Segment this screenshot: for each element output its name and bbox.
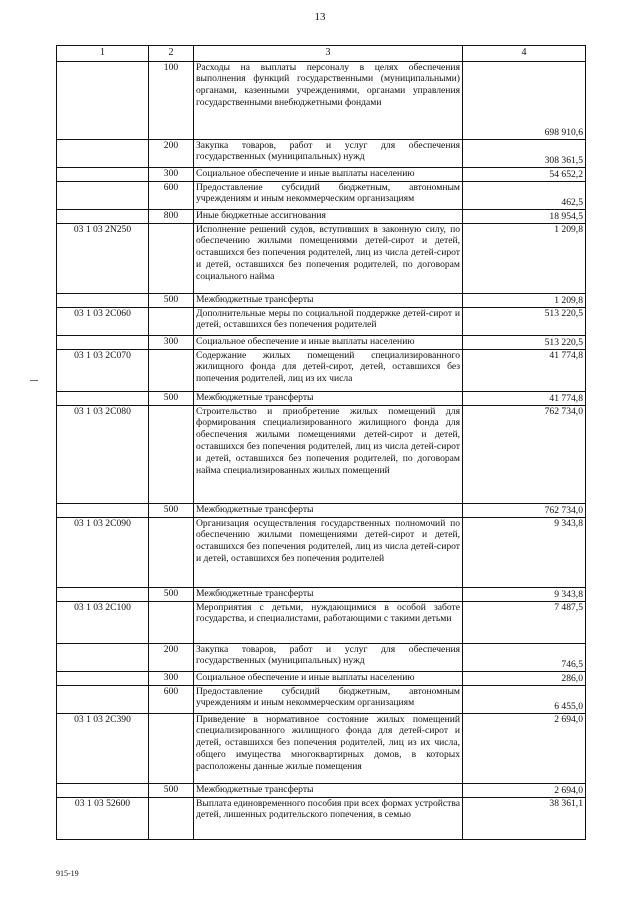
table-row xyxy=(57,349,586,391)
table-row xyxy=(57,391,586,405)
row-amount: 308 361,5 xyxy=(463,139,586,167)
table-row xyxy=(57,643,586,671)
row-code xyxy=(57,643,149,671)
row-description: Исполнение решений судов, вступивших в законную силу, по обеспечению жилыми помещениями детей-сирот и детей, оставшихся без попечения родителей, лиц из числа детей-сирот и детей, оставшихся без попечения родителей, по договорам социального найма xyxy=(194,223,463,293)
footer-code: 915-19 xyxy=(56,869,79,878)
row-code xyxy=(57,61,149,139)
row-code: 03 1 03 2C070 xyxy=(57,349,149,391)
row-code xyxy=(57,167,149,181)
row-description: Расходы на выплаты персоналу в целях обеспечения выполнения функций государственными (муниципальными) органами, казенными учреждениями, органами управления государственными внебюджетными фондами xyxy=(194,61,463,139)
row-code xyxy=(57,181,149,209)
row-code xyxy=(57,293,149,307)
row-expense-type: 200 xyxy=(149,139,194,167)
table-row xyxy=(57,783,586,797)
row-description: Межбюджетные трансферты xyxy=(194,293,463,307)
row-code: 03 1 03 52600 xyxy=(57,797,149,839)
table-row xyxy=(57,223,586,293)
row-description: Строительство и приобретение жилых помещений для формирования специализированного жилищного фонда для обеспечения жилыми помещениями детей-сирот и детей, оставшихся без попечения родителей, лиц из числа детей-сирот и детей, оставшихся без попечения родителей, по договорам найма специализированных жилых помещений xyxy=(194,405,463,503)
row-description: Выплата единовременного пособия при всех формах устройства детей, лишенных родительского попечения, в семью xyxy=(194,797,463,839)
row-amount: 513 220,5 xyxy=(463,335,586,349)
row-description: Социальное обеспечение и иные выплаты населению xyxy=(194,167,463,181)
row-code xyxy=(57,783,149,797)
table-header-row xyxy=(57,46,586,62)
table-row xyxy=(57,797,586,839)
row-description: Социальное обеспечение и иные выплаты населению xyxy=(194,671,463,685)
table-row xyxy=(57,181,586,209)
row-expense-type: 800 xyxy=(149,209,194,223)
row-expense-type xyxy=(149,797,194,839)
header-col-1: 1 xyxy=(57,46,149,62)
row-amount: 2 694,0 xyxy=(463,713,586,783)
table-row xyxy=(57,61,586,139)
row-code: 03 1 03 2N250 xyxy=(57,223,149,293)
table-row xyxy=(57,713,586,783)
row-expense-type: 500 xyxy=(149,293,194,307)
row-code: 03 1 03 2C390 xyxy=(57,713,149,783)
row-amount: 698 910,6 xyxy=(463,61,586,139)
row-description: Предоставление субсидий бюджетным, автономным учреждениям и иным некоммерческим организациям xyxy=(194,181,463,209)
row-description: Межбюджетные трансферты xyxy=(194,503,463,517)
table-row xyxy=(57,517,586,587)
row-description: Межбюджетные трансферты xyxy=(194,783,463,797)
row-amount: 41 774,8 xyxy=(463,391,586,405)
row-code: 03 1 03 2C060 xyxy=(57,307,149,335)
row-description: Организация осуществления государственных полномочий по обеспечению жилыми помещениями детей-сирот и детей, оставшихся без попечения родителей, лиц из числа детей-сирот и детей, оставшихся без попечения родителей xyxy=(194,517,463,587)
row-amount: 38 361,1 xyxy=(463,797,586,839)
table-row xyxy=(57,503,586,517)
table-row xyxy=(57,587,586,601)
row-code xyxy=(57,685,149,713)
header-col-3: 3 xyxy=(194,46,463,62)
row-expense-type xyxy=(149,349,194,391)
table-body xyxy=(57,61,586,839)
row-code xyxy=(57,671,149,685)
page-number: 13 xyxy=(314,11,326,23)
row-expense-type xyxy=(149,307,194,335)
row-amount: 762 734,0 xyxy=(463,503,586,517)
budget-table xyxy=(56,45,586,840)
row-description: Межбюджетные трансферты xyxy=(194,587,463,601)
row-description: Содержание жилых помещений специализированного жилищного фонда для детей-сирот, детей, оставшихся без попечения родителей, лиц из их числа xyxy=(194,349,463,391)
margin-mark xyxy=(30,380,38,381)
table-row xyxy=(57,209,586,223)
row-amount: 762 734,0 xyxy=(463,405,586,503)
row-amount: 9 343,8 xyxy=(463,517,586,587)
row-code: 03 1 03 2C090 xyxy=(57,517,149,587)
row-expense-type: 500 xyxy=(149,783,194,797)
row-expense-type xyxy=(149,223,194,293)
row-expense-type xyxy=(149,713,194,783)
row-expense-type: 200 xyxy=(149,643,194,671)
row-expense-type: 600 xyxy=(149,181,194,209)
row-description: Социальное обеспечение и иные выплаты населению xyxy=(194,335,463,349)
table-row xyxy=(57,139,586,167)
row-description: Приведение в нормативное состояние жилых помещений специализированного жилищного фонда для детей-сирот и детей, оставшихся без попечения родителей, лиц из их числа, общего имущества многоквартирных домов, в которых расположены данные жилые помещения xyxy=(194,713,463,783)
row-code xyxy=(57,503,149,517)
header-col-4: 4 xyxy=(463,46,586,62)
row-description: Дополнительные меры по социальной поддержке детей-сирот и детей, оставшихся без попечения родителей xyxy=(194,307,463,335)
row-amount: 9 343,8 xyxy=(463,587,586,601)
table-row xyxy=(57,335,586,349)
row-description: Закупка товаров, работ и услуг для обеспечения государственных (муниципальных) нужд xyxy=(194,139,463,167)
row-expense-type: 500 xyxy=(149,587,194,601)
row-amount: 1 209,8 xyxy=(463,223,586,293)
row-code: 03 1 03 2C100 xyxy=(57,601,149,643)
row-amount: 6 455,0 xyxy=(463,685,586,713)
row-expense-type: 100 xyxy=(149,61,194,139)
row-expense-type: 500 xyxy=(149,391,194,405)
table-row xyxy=(57,167,586,181)
row-amount: 1 209,8 xyxy=(463,293,586,307)
row-amount: 54 652,2 xyxy=(463,167,586,181)
table-row xyxy=(57,293,586,307)
row-amount: 513 220,5 xyxy=(463,307,586,335)
row-code xyxy=(57,209,149,223)
table-row xyxy=(57,601,586,643)
row-amount: 746,5 xyxy=(463,643,586,671)
table-row xyxy=(57,685,586,713)
row-expense-type: 300 xyxy=(149,335,194,349)
header-col-2: 2 xyxy=(149,46,194,62)
table-row xyxy=(57,405,586,503)
table-row xyxy=(57,671,586,685)
row-expense-type xyxy=(149,601,194,643)
row-expense-type: 600 xyxy=(149,685,194,713)
row-description: Предоставление субсидий бюджетным, автономным учреждениям и иным некоммерческим организациям xyxy=(194,685,463,713)
row-expense-type: 300 xyxy=(149,671,194,685)
row-amount: 41 774,8 xyxy=(463,349,586,391)
row-amount: 286,0 xyxy=(463,671,586,685)
row-code xyxy=(57,335,149,349)
row-amount: 2 694,0 xyxy=(463,783,586,797)
row-description: Иные бюджетные ассигнования xyxy=(194,209,463,223)
row-expense-type xyxy=(149,517,194,587)
table-row xyxy=(57,307,586,335)
row-amount: 18 954,5 xyxy=(463,209,586,223)
row-expense-type xyxy=(149,405,194,503)
row-amount: 7 487,5 xyxy=(463,601,586,643)
row-code xyxy=(57,139,149,167)
row-description: Мероприятия с детьми, нуждающимися в особой заботе государства, и специалистами, работающими с такими детьми xyxy=(194,601,463,643)
row-description: Закупка товаров, работ и услуг для обеспечения государственных (муниципальных) нужд xyxy=(194,643,463,671)
row-description: Межбюджетные трансферты xyxy=(194,391,463,405)
row-code xyxy=(57,391,149,405)
row-amount: 462,5 xyxy=(463,181,586,209)
row-expense-type: 300 xyxy=(149,167,194,181)
row-expense-type: 500 xyxy=(149,503,194,517)
row-code: 03 1 03 2C080 xyxy=(57,405,149,503)
row-code xyxy=(57,587,149,601)
